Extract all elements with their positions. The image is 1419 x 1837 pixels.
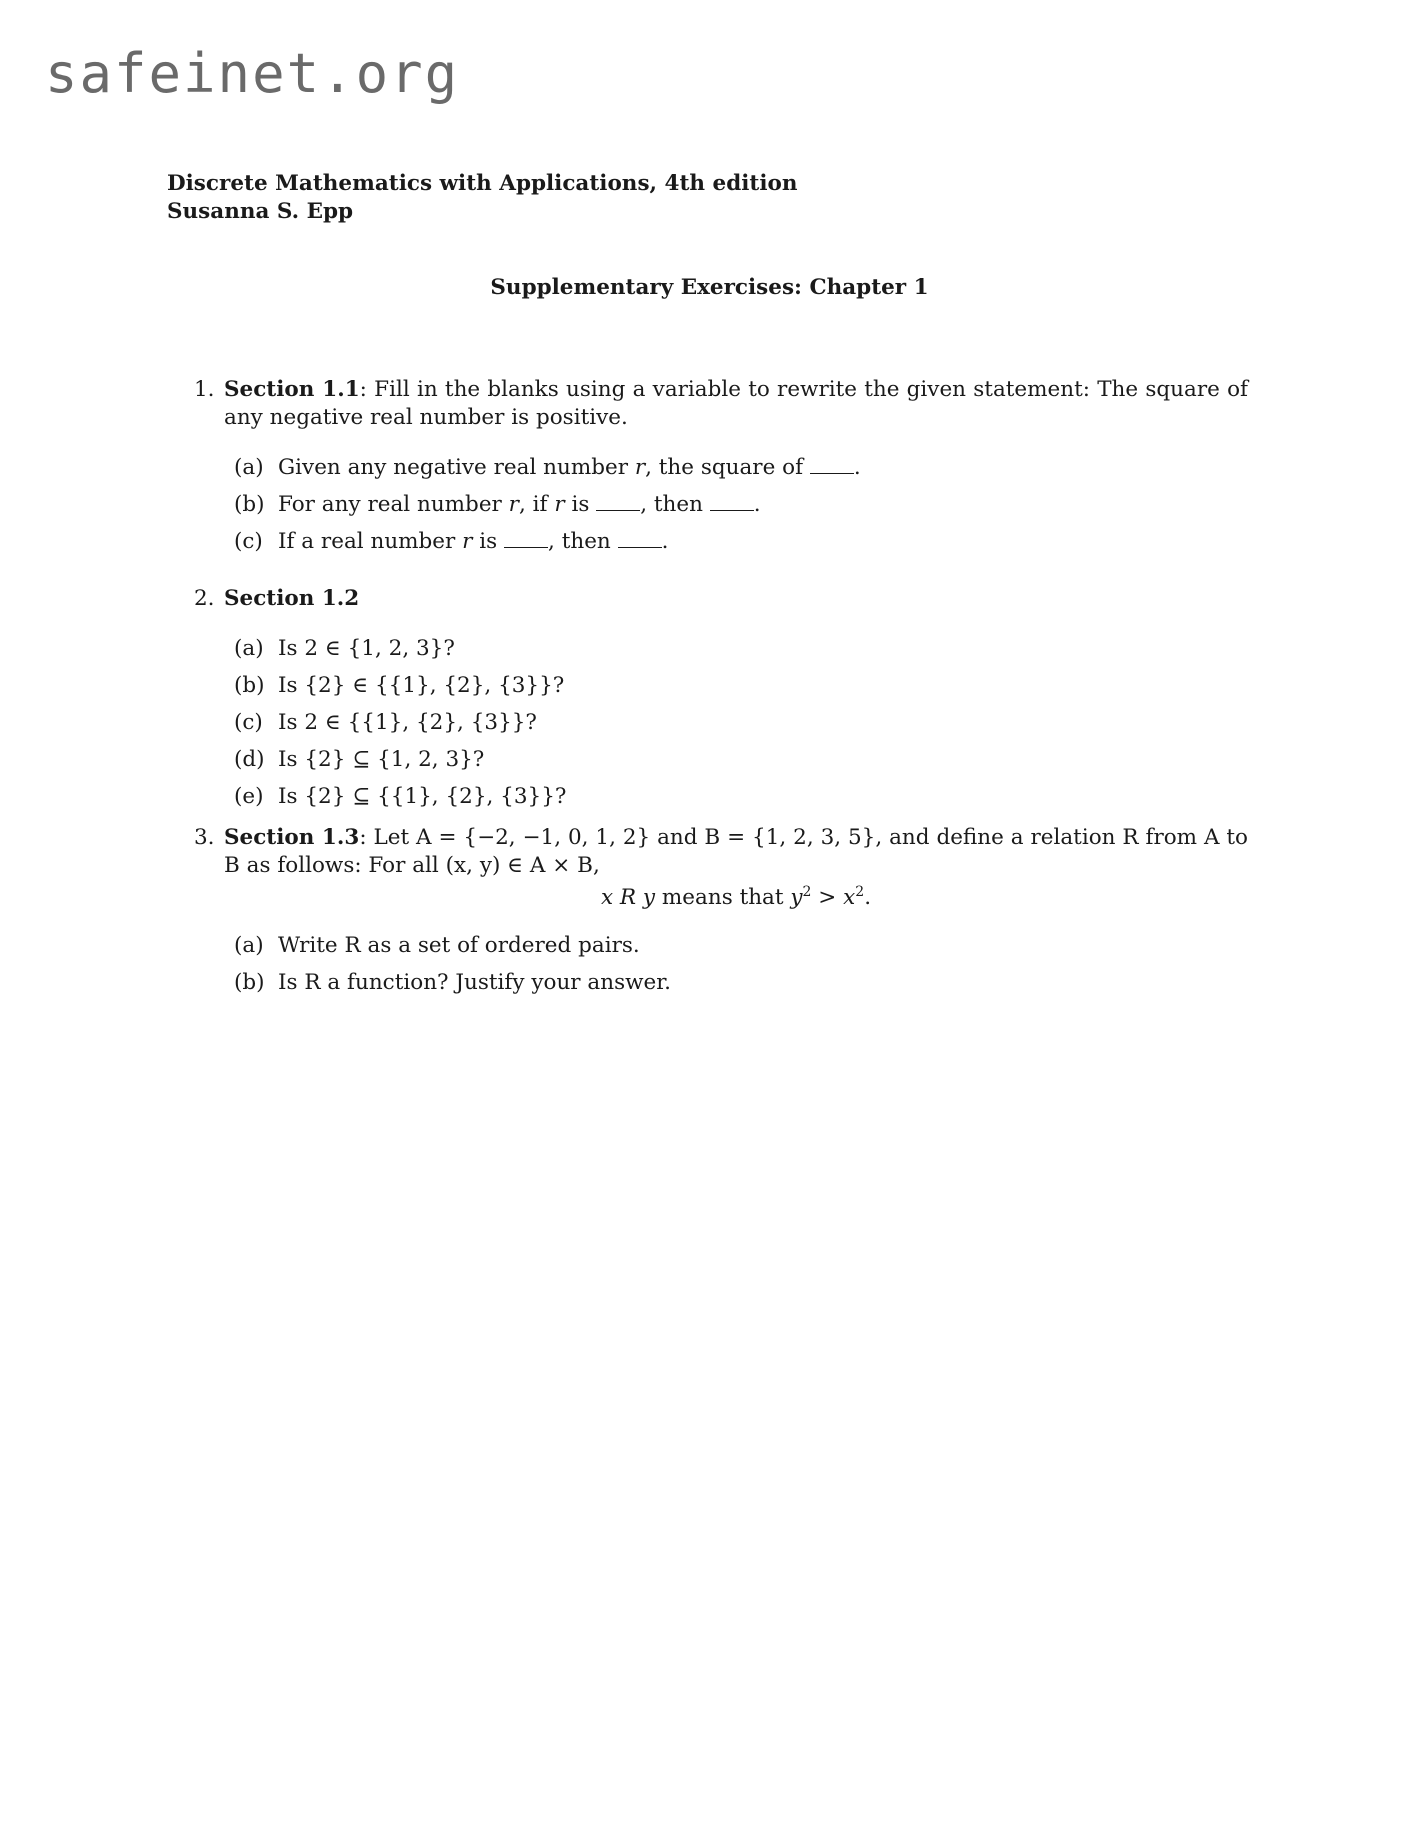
part-text: Write R as a set of ordered pairs.: [278, 933, 640, 958]
problem-2: [194, 585, 1248, 820]
part-text: Is {2} ⊆ {{1}, {2}, {3}}?: [278, 784, 567, 809]
part-label: (d): [234, 747, 265, 772]
part-text: Is 2 ∈ {1, 2, 3}?: [278, 636, 455, 661]
section-label: Section 1.1: [224, 377, 360, 402]
part-label: (a): [234, 933, 264, 958]
math-var: r: [508, 492, 519, 517]
part-text: is: [479, 529, 498, 554]
part-label: (b): [234, 673, 265, 698]
part-item: [234, 746, 1248, 783]
part-text: Is 2 ∈ {{1}, {2}, {3}}?: [278, 710, 537, 735]
equation-text: .: [864, 885, 872, 910]
part-label: (c): [234, 529, 263, 554]
exercise-list: [194, 376, 1248, 1006]
part-item: [234, 491, 1248, 528]
part-item: [234, 528, 1248, 565]
blank: [710, 506, 754, 511]
part-label: (c): [234, 710, 263, 735]
section-label: Section 1.3: [224, 825, 360, 850]
page-title: Supplementary Exercises: Chapter 1: [490, 275, 929, 300]
problem-number: 1.: [194, 377, 215, 402]
part-text: Is {2} ⊆ {1, 2, 3}?: [278, 747, 485, 772]
part-text: .: [853, 455, 861, 480]
watermark: safeinet.org: [45, 42, 460, 105]
math-expr: x R y: [600, 885, 656, 910]
parts-list: [224, 635, 1248, 820]
problem-text: : Let A = {−2, −1, 0, 1, 2} and B = {1, 2, 3, 5}, and define a relation R from A to B as follows: For all (x, y) ∈ A × B,: [224, 825, 1248, 878]
part-text: For any real number: [278, 492, 502, 517]
part-label: (b): [234, 492, 265, 517]
blank: [596, 506, 640, 511]
part-text: .: [661, 529, 669, 554]
problem-text: : Fill in the blanks using a variable to rewrite the given statement: The square of any negative real number is positive.: [224, 377, 1248, 430]
part-label: (a): [234, 636, 264, 661]
part-text: Given any negative real number: [278, 455, 628, 480]
part-text: Is R a function? Justify your answer.: [278, 970, 671, 995]
part-text: , if: [518, 492, 548, 517]
book-info: [167, 170, 797, 226]
math-var: r: [554, 492, 565, 517]
part-item: [234, 672, 1248, 709]
book-author: Susanna S. Epp: [167, 199, 354, 224]
part-text: Is {2} ∈ {{1}, {2}, {3}}?: [278, 673, 565, 698]
blank: [504, 543, 548, 548]
problem-3: [194, 824, 1248, 1006]
display-equation: [224, 884, 1248, 912]
part-item: [234, 454, 1248, 491]
part-text: If a real number: [278, 529, 456, 554]
problem-number: 3.: [194, 825, 215, 850]
part-label: (b): [234, 970, 265, 995]
book-title: Discrete Mathematics with Applications, 4th edition: [167, 171, 798, 196]
math-var: r: [634, 455, 646, 480]
part-item: [234, 969, 1248, 1006]
part-text: , the square of: [645, 455, 804, 480]
blank: [810, 469, 854, 474]
part-label: (e): [234, 784, 264, 809]
parts-list: [224, 932, 1248, 1006]
part-label: (a): [234, 455, 264, 480]
part-item: [234, 709, 1248, 746]
part-text: .: [753, 492, 761, 517]
part-item: [234, 635, 1248, 672]
part-text: , then: [548, 529, 611, 554]
part-text: is: [571, 492, 590, 517]
equation-text: means that: [661, 885, 784, 910]
part-item: [234, 932, 1248, 969]
math-var: r: [462, 529, 473, 554]
part-text: , then: [640, 492, 703, 517]
blank: [618, 543, 662, 548]
part-item: [234, 783, 1248, 820]
exponent: 2: [802, 883, 812, 900]
problem-number: 2.: [194, 586, 215, 611]
math-var: x: [843, 885, 856, 910]
section-label: Section 1.2: [224, 586, 360, 611]
parts-list: [224, 454, 1248, 565]
problem-1: [194, 376, 1248, 565]
exponent: 2: [855, 883, 865, 900]
math-operator: >: [818, 885, 837, 910]
math-var: y: [790, 885, 803, 910]
